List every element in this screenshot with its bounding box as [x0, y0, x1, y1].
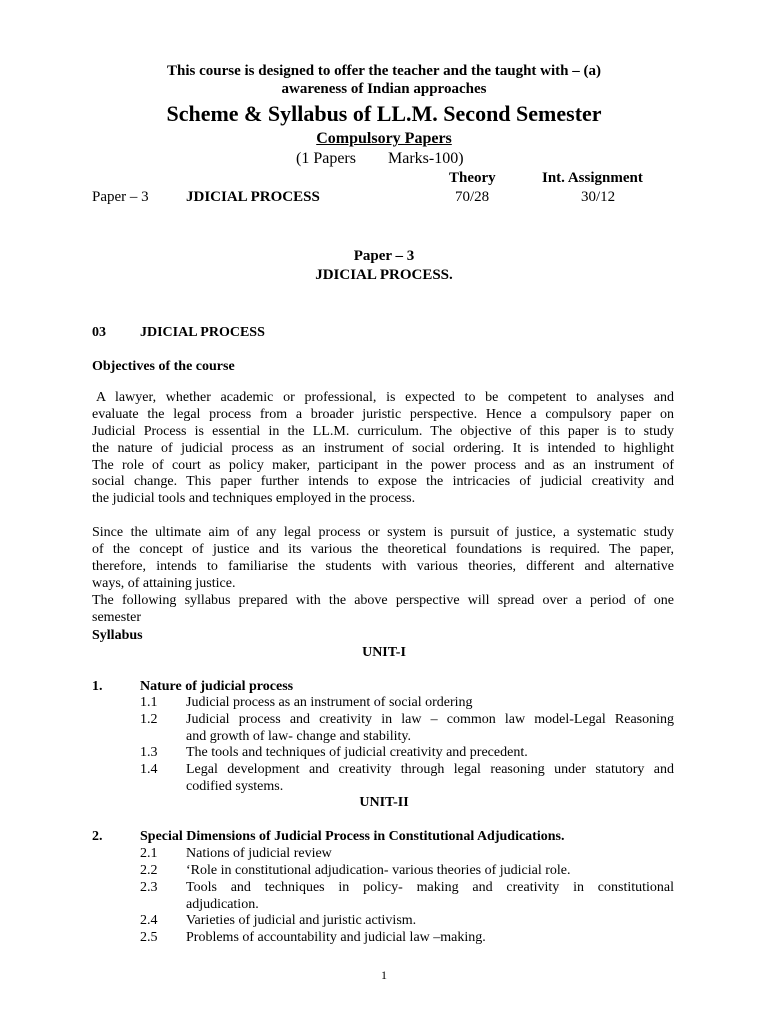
item-line: Judicial process and creativity in law – common law model-Legal Reasoning: [186, 712, 674, 727]
item-line: Tools and techniques in policy- making and creativity in constitutional: [186, 880, 674, 895]
intro-line-2: awareness of Indian approaches: [281, 81, 487, 97]
paper-heading-line2: JDICIAL PROCESS.: [315, 267, 453, 283]
item-line: adjudication.: [186, 897, 259, 912]
unit-2-title: UNIT-II: [359, 795, 409, 810]
row-paper-name: JDICIAL PROCESS: [186, 189, 320, 205]
item-text: [186, 744, 674, 761]
item-line: Problems of accountability and judicial law –making.: [186, 930, 486, 945]
paragraph-line: the judicial tools and techniques employed in the process.: [92, 491, 416, 507]
paragraph-line: The following syllabus prepared with the above perspective will spread over a period of one: [92, 593, 674, 608]
item-text: [186, 929, 674, 946]
item-line: ‘Role in constitutional adjudication- various theories of judicial role.: [186, 863, 571, 878]
paragraph-line: ways, of attaining justice.: [92, 575, 236, 591]
intro-line-1: This course is designed to offer the teacher and the taught with – (a): [166, 63, 601, 79]
unit-1-number: 1.: [92, 679, 103, 694]
paragraph-line: the nature of judicial process as an instrument of social ordering. It is intended to highlight: [92, 440, 674, 456]
item-number: 2.1: [140, 846, 158, 861]
syllabus-label: Syllabus: [92, 628, 143, 643]
item-number: 1.2: [140, 712, 158, 727]
item-text: [186, 694, 674, 711]
item-text: [186, 761, 674, 795]
col-header-theory: Theory: [449, 170, 496, 186]
objectives-paragraph-2: [92, 525, 674, 593]
paragraph-line: evaluate the legal process from a broader juristic perspective. Hence a compulsory paper on: [92, 406, 674, 422]
paragraph-line: semester: [92, 609, 141, 625]
paragraph-line: A lawyer, whether academic or professional, is expected to be competent to analyses and: [96, 390, 674, 405]
item-number: 1.3: [140, 745, 158, 760]
page-title: Scheme & Syllabus of LL.M. Second Semester: [166, 101, 602, 126]
unit-1-heading: Nature of judicial process: [140, 679, 294, 694]
objectives-paragraph-1: [92, 390, 674, 508]
item-line: and growth of law- change and stability.: [186, 729, 411, 744]
item-text: [186, 711, 674, 745]
paragraph-line: therefore, intends to familiarise the students with various theories, different and alternative: [92, 558, 674, 574]
section-title: JDICIAL PROCESS: [140, 325, 265, 340]
item-line: Legal development and creativity through legal reasoning under statutory and: [186, 762, 674, 777]
item-line: Varieties of judicial and juristic activism.: [186, 913, 417, 928]
item-number: 1.4: [140, 762, 158, 777]
item-number: 2.5: [140, 930, 158, 945]
item-text: [186, 862, 674, 879]
item-line: Judicial process as an instrument of social ordering: [186, 695, 473, 710]
page-number: 1: [381, 968, 387, 982]
unit-1-title: UNIT-I: [362, 645, 406, 660]
unit-2-number: 2.: [92, 829, 103, 844]
subtitle: Compulsory Papers: [316, 130, 452, 147]
paper-heading-line1: Paper – 3: [353, 248, 415, 264]
row-assignment-marks: 30/12: [581, 189, 616, 205]
row-paper: Paper – 3: [92, 189, 149, 205]
papers-count: (1 Papers: [296, 150, 356, 167]
paragraph-line: Since the ultimate aim of any legal process or system is pursuit of justice, a systematic study: [92, 525, 674, 540]
item-text: [186, 845, 674, 862]
section-number: 03: [92, 325, 106, 340]
unit-2-heading: Special Dimensions of Judicial Process in Constitutional Adjudications.: [140, 829, 565, 844]
item-number: 2.2: [140, 863, 158, 878]
item-line: Nations of judicial review: [186, 846, 332, 861]
paragraph-line: Judicial Process is essential in the LL.M. curriculum. The objective of this paper is to study: [92, 423, 674, 439]
paragraph-line: social change. This paper further intends to expose the intricacies of judicial creativity and: [92, 474, 674, 490]
paragraph-line: of the concept of justice and its various the theoretical foundations is required. The paper,: [92, 541, 674, 557]
item-text: [186, 879, 674, 913]
col-header-assignment: Int. Assignment: [542, 170, 643, 186]
item-line: codified systems.: [186, 779, 284, 794]
paragraph-line: The role of court as policy maker, participant in the power process and as an instrument of: [92, 457, 674, 473]
item-text: [186, 912, 674, 929]
item-number: 2.3: [140, 880, 158, 895]
item-number: 2.4: [140, 913, 158, 928]
item-number: 1.1: [140, 695, 158, 710]
row-theory-marks: 70/28: [455, 189, 490, 205]
objectives-paragraph-3: [92, 593, 674, 627]
objectives-heading: Objectives of the course: [92, 359, 235, 374]
item-line: The tools and techniques of judicial creativity and precedent.: [186, 745, 528, 760]
marks: Marks-100): [388, 150, 464, 167]
